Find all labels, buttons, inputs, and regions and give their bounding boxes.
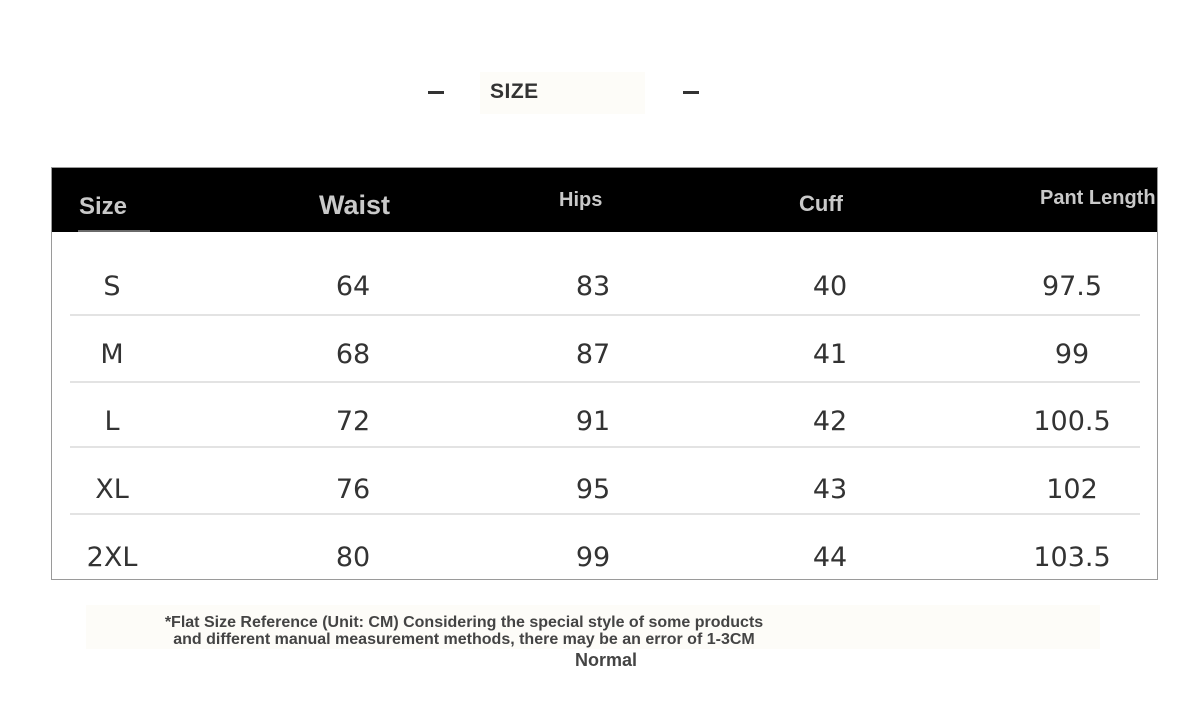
table-row [52,524,1157,591]
table-row [52,253,1157,320]
cell-pant-length: 97.5 [1041,271,1103,302]
cell-pant-length: 103.5 [1033,542,1111,573]
cell-waist: 64 [335,271,371,302]
measurement-note [104,614,824,648]
cell-hips: 95 [575,474,611,505]
cell-size: S [103,271,121,302]
cell-size: 2XL [86,542,138,573]
header-size: Size [79,193,128,220]
fit-label: Normal [574,650,637,670]
table-row [52,321,1157,388]
note-line-1: *Flat Size Reference (Unit: CM) Considering the special style of some products [164,614,764,631]
cell-hips: 91 [575,406,611,437]
cell-waist: 72 [335,406,371,437]
title-dash-left [428,91,444,94]
cell-waist: 68 [335,339,371,370]
header-size-underline [78,230,150,232]
note-line-2: and different manual measurement methods, there may be an error of 1-3CM [173,631,755,648]
cell-cuff: 43 [812,474,848,505]
page-title: SIZE [490,80,539,103]
header-hips: Hips [559,189,603,211]
cell-hips: 99 [575,542,611,573]
cell-pant-length: 100.5 [1033,406,1111,437]
row-divider [70,314,1140,316]
cell-pant-length: 102 [1046,474,1098,505]
cell-waist: 76 [335,474,371,505]
header-waist: Waist [319,190,391,220]
cell-cuff: 41 [812,339,848,370]
header-cuff: Cuff [799,191,843,216]
cell-cuff: 40 [812,271,848,302]
table-header [52,168,1157,232]
table-row [52,388,1157,455]
cell-cuff: 44 [812,542,848,573]
header-pant-length: Pant Length [1040,187,1156,209]
row-divider [70,446,1140,448]
cell-size: M [100,339,124,370]
cell-hips: 83 [575,271,611,302]
cell-hips: 87 [575,339,611,370]
row-divider [70,513,1140,515]
cell-pant-length: 99 [1054,339,1090,370]
size-table [51,167,1158,580]
cell-waist: 80 [335,542,371,573]
cell-cuff: 42 [812,406,848,437]
cell-size: XL [95,474,129,505]
row-divider [70,381,1140,383]
size-chart-title [420,70,720,116]
cell-size: L [104,406,120,437]
title-dash-right [683,91,699,94]
